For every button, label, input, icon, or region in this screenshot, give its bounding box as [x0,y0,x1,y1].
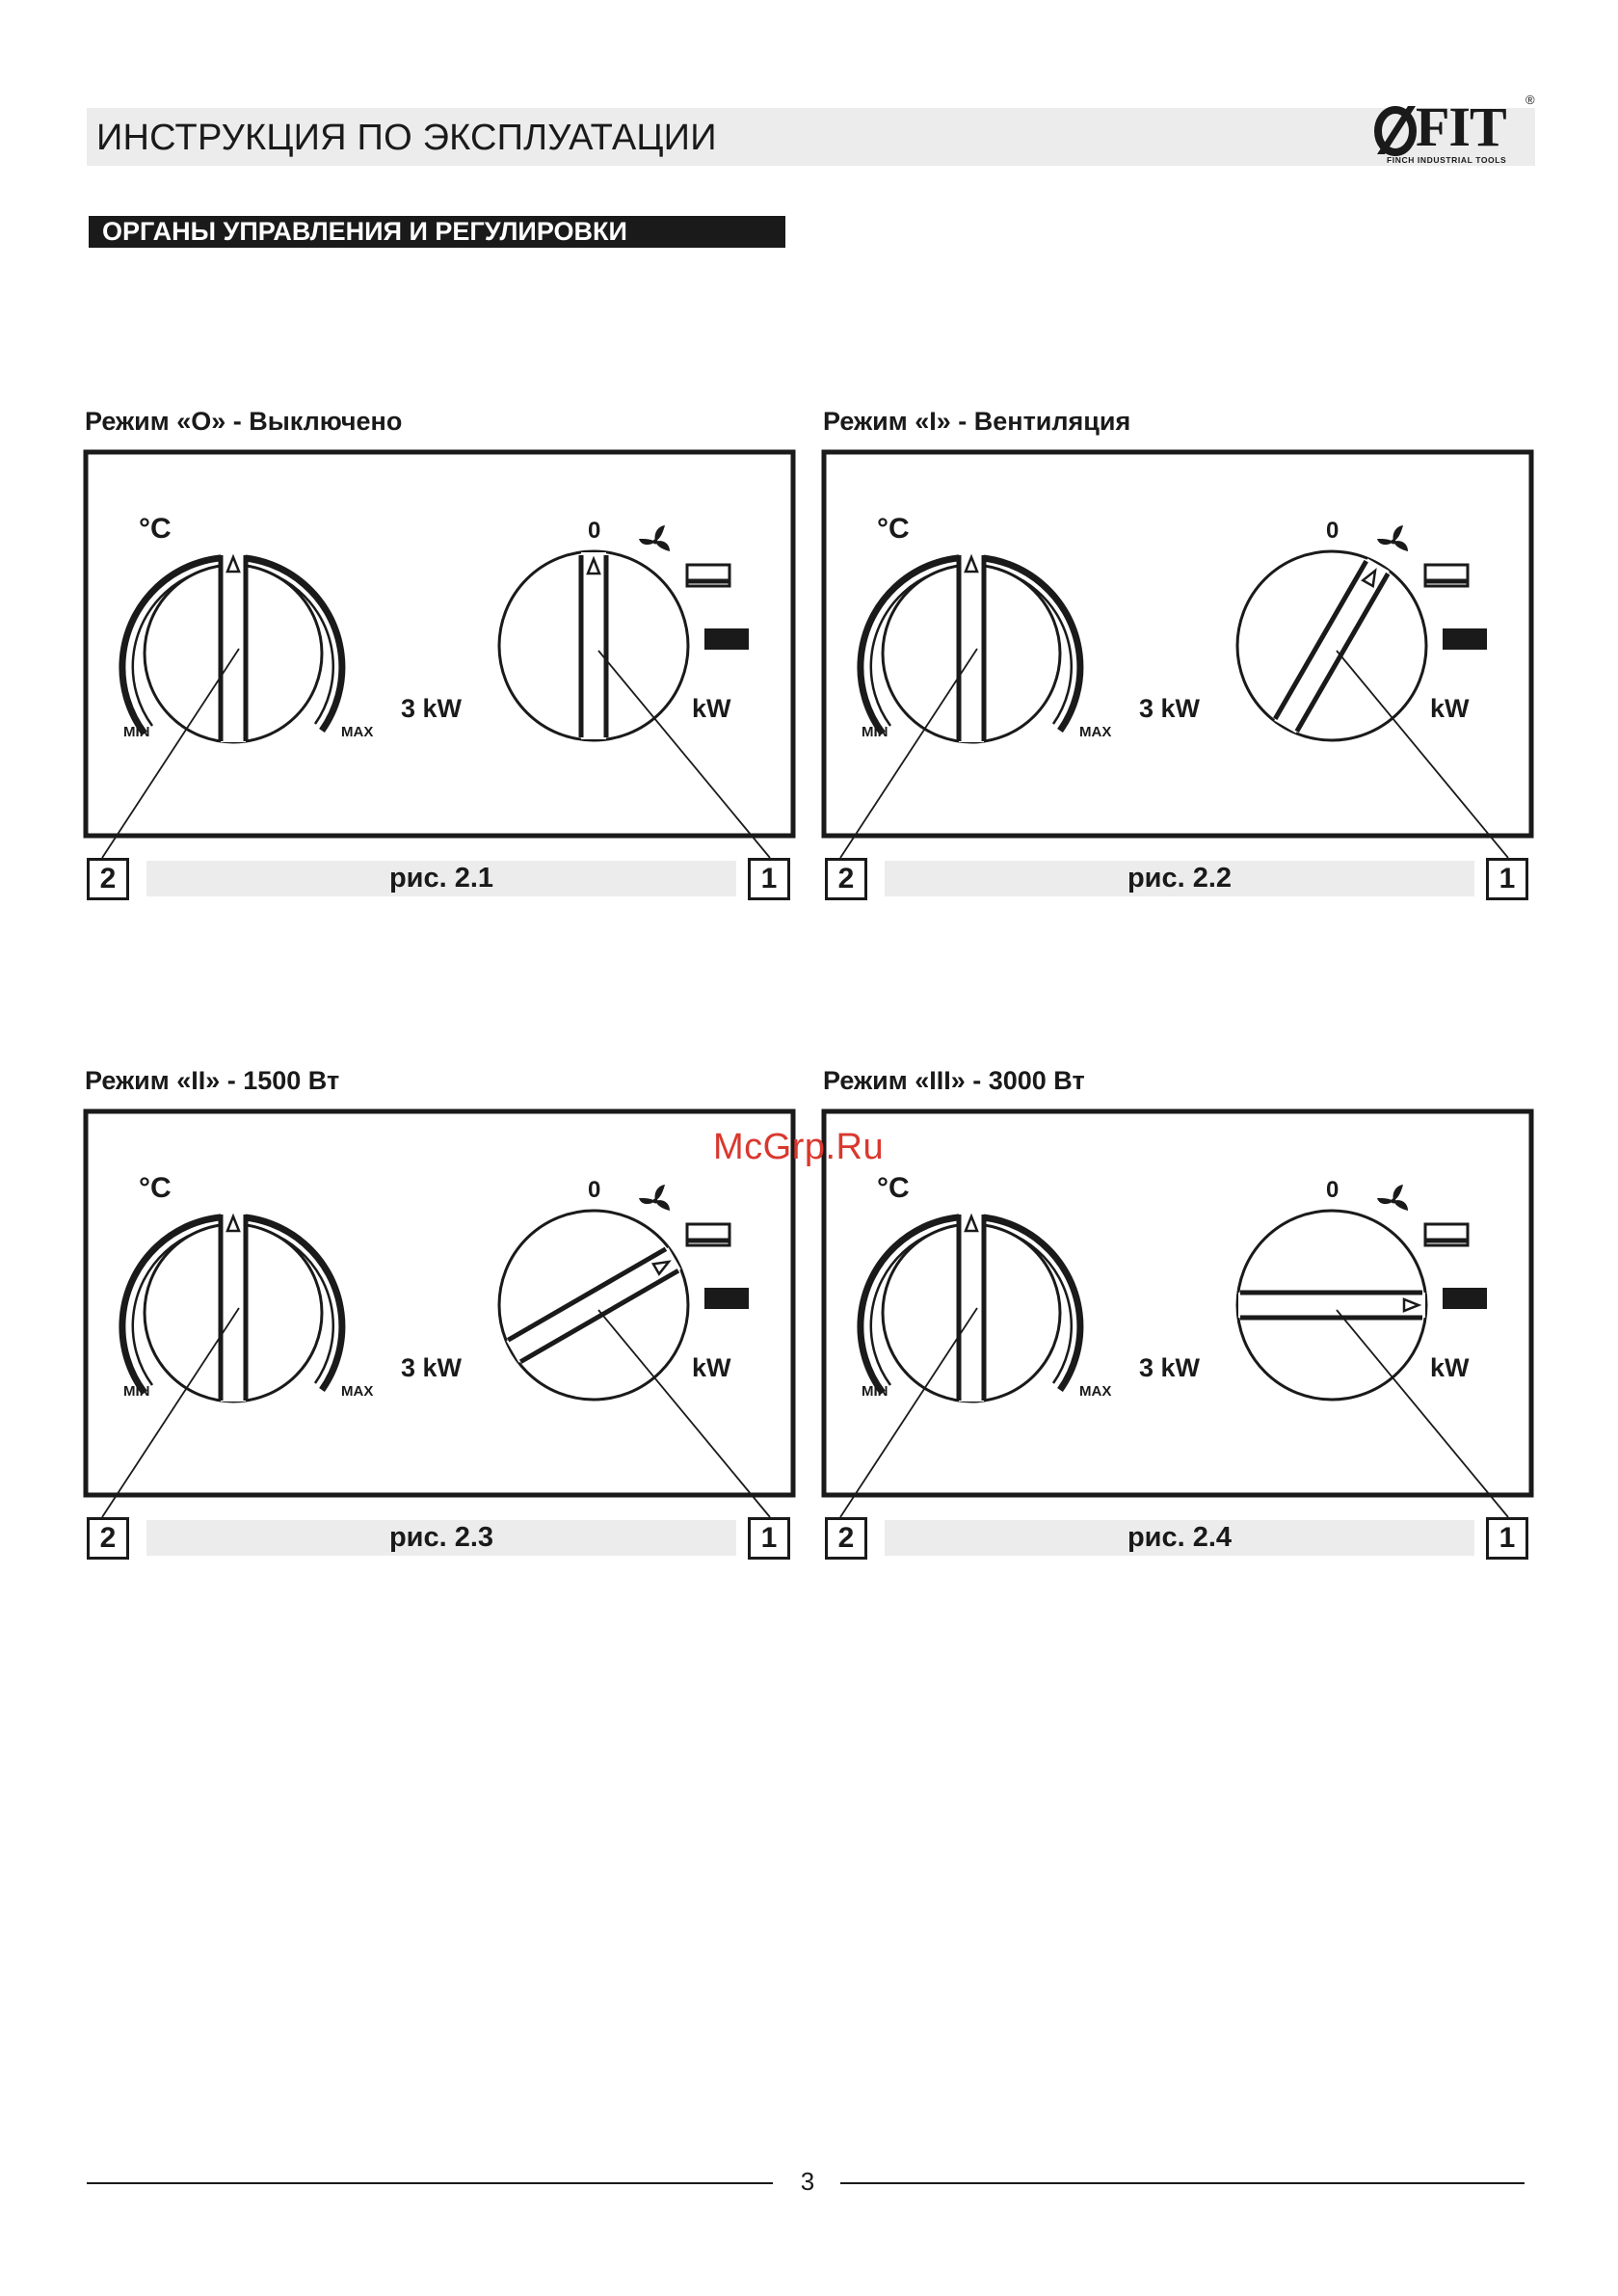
callout-thermostat: 2 [825,1517,867,1560]
switch-bar [1238,1293,1425,1318]
max-label: MAX [341,724,374,740]
logo-mark-icon [1373,102,1418,156]
control-panel-drawing [821,1108,1534,1562]
figure-caption: рис. 2.1 [146,861,736,896]
mode-label: Режим «II» - 1500 Вт [85,1066,340,1095]
fan-blade [1393,1185,1403,1201]
kw-label: kW [1430,1353,1470,1382]
thermostat-bar [221,552,246,742]
switch-bar [581,552,606,739]
watermark: McGrp.Ru [713,1127,885,1167]
callout-power-switch: 1 [748,1517,790,1560]
callout-leader-line [598,651,770,858]
full-power-indicator-icon [1443,1288,1487,1309]
min-label: MIN [123,724,150,740]
thermostat-knob [861,552,1080,742]
thermostat-knob [122,552,342,742]
control-panel-drawing [83,449,796,902]
control-panel-figure [821,1108,1534,1562]
fit-logo [1373,94,1537,168]
fan-blade [654,1185,665,1201]
max-label: MAX [1079,724,1112,740]
logo-text: FIT [1416,95,1506,158]
degree-c-label: °C [139,513,172,545]
kw-label: kW [1430,694,1470,723]
fan-blade [654,525,665,542]
zero-label: 0 [588,1177,601,1203]
fan-hub [653,1199,658,1204]
callout-leader-line [1337,1310,1508,1517]
callout-power-switch: 1 [748,858,790,900]
logo-subtitle: FINCH INDUSTRIAL TOOLS [1387,155,1507,165]
kw-label: kW [692,694,731,723]
control-panel-figure [83,1108,796,1562]
max-label: MAX [341,1383,374,1400]
control-panel-figure [821,449,1534,902]
page-title: ИНСТРУКЦИЯ ПО ЭКСПЛУАТАЦИИ [96,118,717,158]
thermostat-bar [221,1212,246,1402]
control-panel-drawing [83,1108,796,1562]
zero-label: 0 [588,518,601,544]
fan-blade [639,1198,655,1204]
power-switch-pointer [1238,1293,1425,1318]
thermostat-bar [959,552,984,742]
page-number: 3 [800,2167,815,2196]
degree-c-label: °C [877,1172,910,1204]
fan-icon [639,1185,670,1211]
degree-c-label: °C [877,513,910,545]
section-title: ОРГАНЫ УПРАВЛЕНИЯ И РЕГУЛИРОВКИ [89,216,785,248]
full-power-indicator-icon [704,628,749,650]
callout-thermostat: 2 [87,1517,129,1560]
fan-blade [1377,1198,1393,1204]
fan-blade [1377,539,1393,545]
mode-label: Режим «I» - Вентиляция [823,407,1131,436]
figure-caption: рис. 2.2 [885,861,1474,896]
max-label: MAX [1079,1383,1112,1400]
callout-thermostat: 2 [87,858,129,900]
power-switch-pointer [581,552,606,739]
full-power-indicator-icon [704,1288,749,1309]
callout-thermostat: 2 [825,858,867,900]
mode-label: Режим «О» - Выключено [85,407,403,436]
power-3kw-label: 3 kW [1139,1353,1201,1382]
figure-caption: рис. 2.3 [146,1520,736,1556]
fan-hub [1392,540,1396,545]
thermostat-knob [122,1212,342,1402]
mode-label: Режим «III» - 3000 Вт [823,1066,1085,1095]
footer-rule-right [840,2182,1525,2184]
callout-leader-line [598,1310,770,1517]
fan-blade [1393,525,1403,542]
callout-power-switch: 1 [1486,1517,1528,1560]
full-power-indicator-icon [1443,628,1487,650]
figure-caption: рис. 2.4 [885,1520,1474,1556]
min-label: MIN [862,724,889,740]
power-3kw-label: 3 kW [401,694,463,723]
fan-hub [653,540,658,545]
min-label: MIN [862,1383,889,1400]
callout-power-switch: 1 [1486,858,1528,900]
callout-leader-line [1337,651,1508,858]
power-3kw-label: 3 kW [401,1353,463,1382]
kw-label: kW [692,1353,731,1382]
min-label: MIN [123,1383,150,1400]
control-panel-figure [83,449,796,902]
thermostat-bar [959,1212,984,1402]
degree-c-label: °C [139,1172,172,1204]
fan-icon [1377,525,1408,551]
fan-icon [1377,1185,1408,1211]
control-panel-drawing [821,449,1534,902]
zero-label: 0 [1326,518,1339,544]
zero-label: 0 [1326,1177,1339,1203]
power-3kw-label: 3 kW [1139,694,1201,723]
logo-registered-mark: ® [1525,93,1535,107]
footer-rule-left [87,2182,773,2184]
fan-blade [639,539,655,545]
fan-icon [639,525,670,551]
thermostat-knob [861,1212,1080,1402]
fan-hub [1392,1199,1396,1204]
